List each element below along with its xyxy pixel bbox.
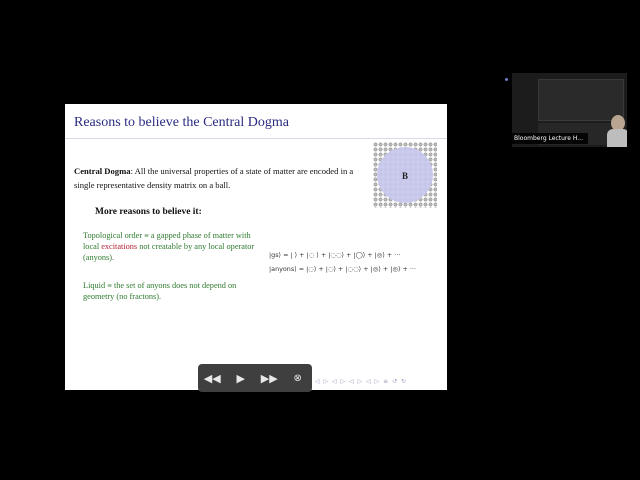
fast-forward-icon[interactable]: ▶▶ [260, 371, 278, 385]
play-icon[interactable]: ▶ [236, 371, 245, 385]
liquid-definition: Liquid ≡ the set of anyons does not depend on geometry (no fractons). [83, 281, 237, 302]
rewind-icon[interactable]: ◀◀ [203, 371, 221, 385]
title-divider [65, 138, 447, 139]
excitations-highlight: excitations [101, 242, 138, 252]
media-controls [198, 364, 312, 392]
topological-order-definition [83, 230, 263, 264]
ground-state-equation: |gs⟩ = | ⟩ + |◌ ⟩ + |◌◌⟩ + |◯⟩ + |◎⟩ + ··· [269, 251, 401, 259]
anyons-equation: |anyons⟩ = |◌⟩ + |◌⟩ + |◌◌⟩ + |◎⟩ + |◎⟩ + ··· [269, 265, 416, 273]
close-icon[interactable]: ⊗ [293, 372, 302, 384]
more-reasons-heading: More reasons to believe it: [95, 207, 202, 217]
camera-label: Bloomberg Lecture H... [512, 133, 588, 144]
topo-text-2: not creatable by any local operator (anyons). [83, 242, 255, 263]
dogma-term: Central Dogma [74, 166, 131, 176]
chalkboard [538, 79, 624, 121]
topo-text-1: Topological order ≡ a gapped phase of matter with local [83, 231, 251, 252]
beamer-navigation[interactable]: ◁ ▷ ◁ ▷ ◁ ▷ ◁ ▷ ≡ ↺ ↻ [315, 378, 408, 385]
ball-label: B [401, 171, 409, 181]
speaker-body [607, 129, 627, 147]
indicator-dot [505, 78, 508, 81]
ball-diagram [373, 142, 437, 208]
slide [65, 104, 447, 390]
dogma-text: : All the universal properties of a state of matter are encoded in a single representative density matrix on a ball. [74, 166, 354, 190]
central-dogma-statement [74, 164, 364, 192]
slide-title: Reasons to believe the Central Dogma [74, 115, 289, 130]
